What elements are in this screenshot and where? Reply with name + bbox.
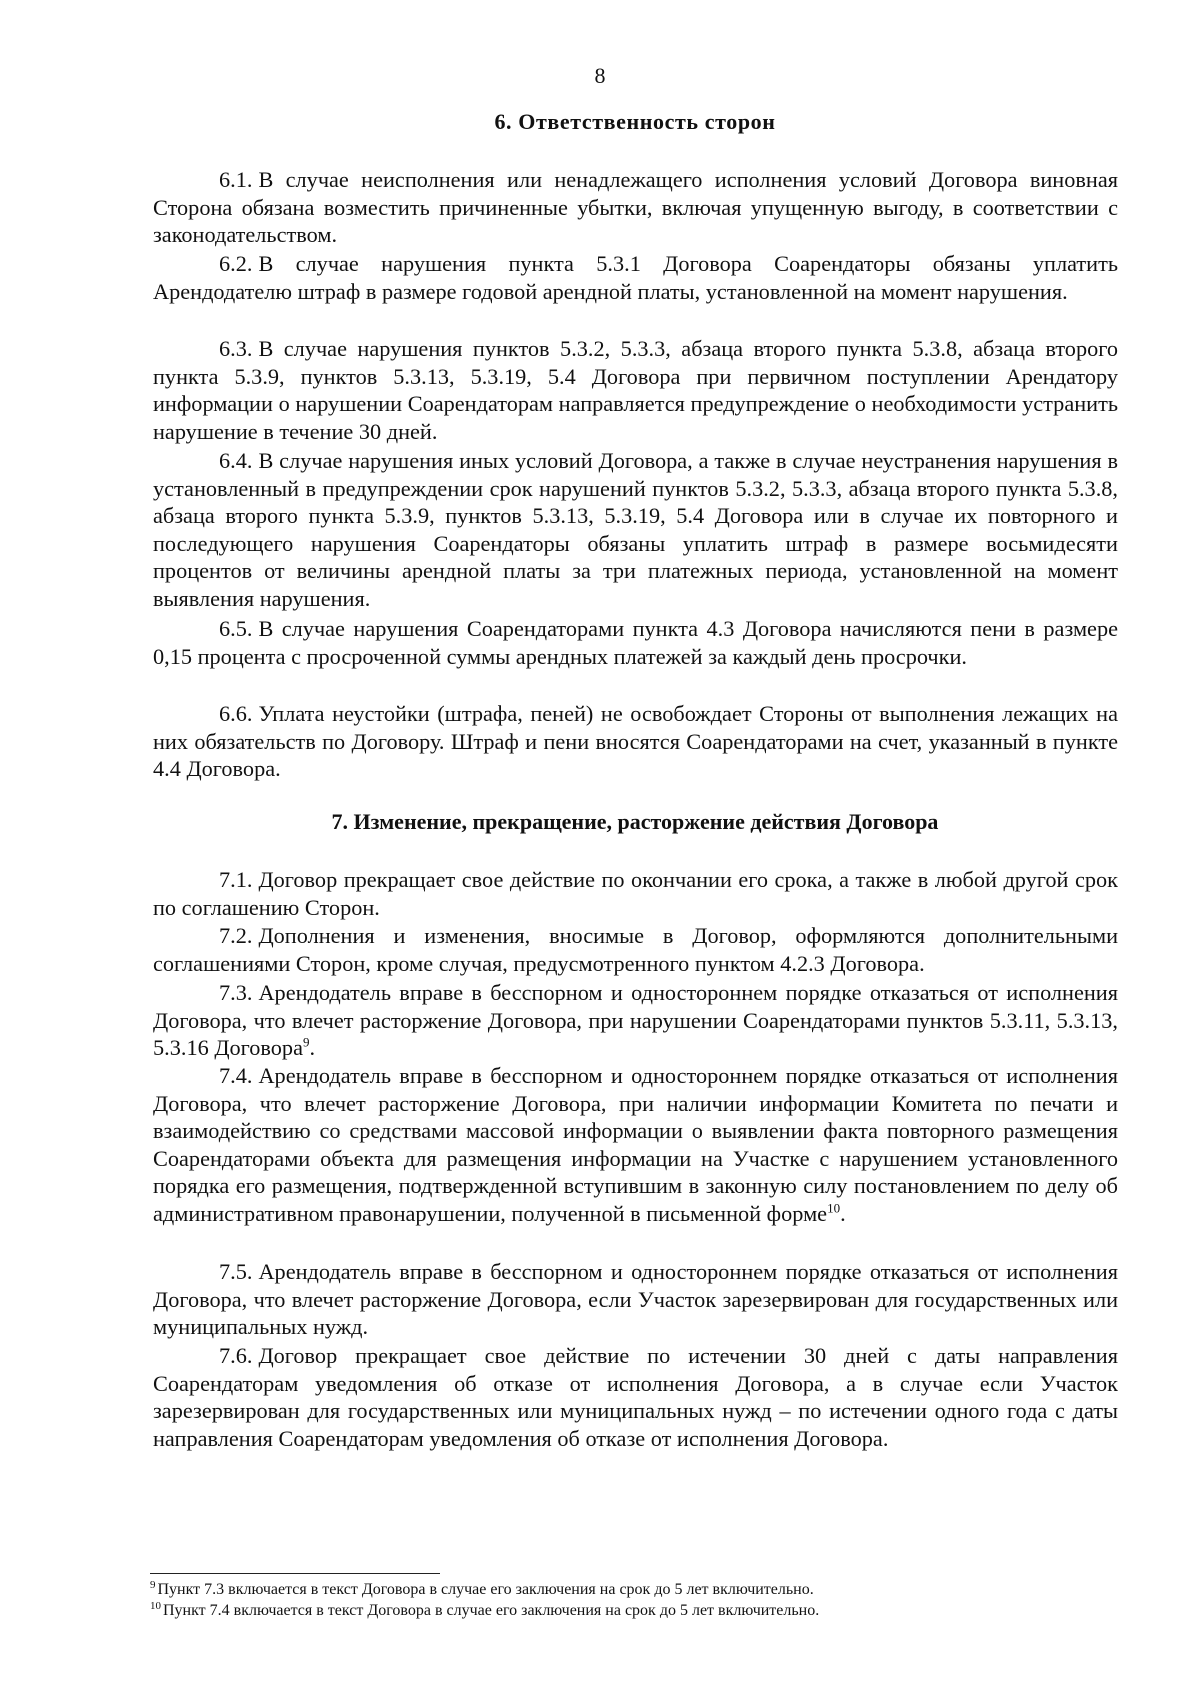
- clause-number: 7.4.: [219, 1063, 253, 1088]
- footnote-ref-10[interactable]: 10: [827, 1200, 841, 1216]
- clause-number: 7.2.: [219, 923, 253, 948]
- footnote-9: [150, 1580, 1150, 1600]
- clause-text: В случае нарушения пункта 5.3.1 Договора Соарендаторы обязаны уплатить Арендодателю штраф в размере годовой арендной платы, установленной на момент нарушения.: [153, 251, 1118, 304]
- clause-6-3: [153, 335, 1118, 445]
- footnote-10: [150, 1601, 1150, 1621]
- clause-number: 6.1.: [219, 167, 253, 192]
- footnote-text: Пункт 7.4 включается в текст Договора в случае его заключения на срок до 5 лет включительно.: [163, 1602, 820, 1619]
- clause-7-5: [153, 1258, 1118, 1341]
- clause-text: Арендодатель вправе в бесспорном и одностороннем порядке отказаться от исполнения Договора, что влечет расторжение Договора, если Участок зарезервирован для государственных или муниципальных нужд.: [153, 1259, 1118, 1340]
- clause-number: 6.3.: [219, 336, 253, 361]
- clause-7-6: [153, 1342, 1118, 1452]
- clause-text: Дополнения и изменения, вносимые в Договор, оформляются дополнительными соглашениями Сторон, кроме случая, предусмотренного пунктом 4.2.3 Договора.: [153, 923, 1118, 976]
- section-6-heading: 6. Ответственность сторон: [494, 109, 776, 134]
- footnote-number: 9: [150, 1578, 156, 1591]
- clause-tail: .: [309, 1035, 316, 1061]
- clause-number: 6.5.: [219, 616, 253, 641]
- footnote-separator: [150, 1573, 440, 1574]
- clause-text: Уплата неустойки (штрафа, пеней) не освобождает Стороны от выполнения лежащих на них обязательств по Договору. Штраф и пени вносятся Соарендаторами на счет, указанный в пункте 4.4 Договора.: [153, 701, 1118, 782]
- clause-text: Арендодатель вправе в бесспорном и одностороннем порядке отказаться от исполнения Договора, что влечет расторжение Договора, при наличии информации Комитета по печати и взаимодействию со средствами массовой информации о выявлении факта повторного размещения Соарендаторами объекта для размещения информации на Участке с нарушением установленного порядка его размещения, подтвержденной вступившим в законную силу постановлением по делу об административном правонарушении, полученной в письменной форме: [153, 1063, 1118, 1226]
- clause-text: В случае нарушения Соарендаторами пункта 4.3 Договора начисляются пени в размере 0,15 процента с просроченной суммы арендных платежей за каждый день просрочки.: [153, 616, 1118, 669]
- clause-text: В случае нарушения иных условий Договора, а также в случае неустранения нарушения в установленный в предупреждении срок нарушений пунктов 5.3.2, 5.3.3, абзаца второго пункта 5.3.8, абзаца второго пункта 5.3.9, пунктов 5.3.13, 5.3.19, 5.4 Договора или в случае их повторного и последующего нарушения Соарендаторы обязаны уплатить штраф в размере восьмидесяти процентов от величины арендной платы за три платежных периода, установленной на момент выявления нарушения.: [153, 448, 1118, 611]
- clause-tail: .: [840, 1200, 846, 1226]
- clause-text: Арендодатель вправе в бесспорном и одностороннем порядке отказаться от исполнения Договора, что влечет расторжение Договора, при нарушении Соарендаторами пунктов 5.3.11, 5.3.13, 5.3.16 Договора: [153, 980, 1118, 1061]
- clause-number: 6.4.: [219, 448, 253, 473]
- clause-number: 7.1.: [219, 867, 253, 892]
- clause-text: Договор прекращает свое действие по окончании его срока, а также в любой другой срок по соглашению Сторон.: [153, 867, 1118, 920]
- clause-7-4: [153, 1062, 1118, 1228]
- clause-number: 7.6.: [219, 1343, 253, 1368]
- footnote-ref-9[interactable]: 9: [302, 1034, 310, 1050]
- clause-6-1: [153, 166, 1118, 249]
- clause-6-2: [153, 250, 1118, 305]
- clause-6-5: [153, 615, 1118, 670]
- clause-number: 6.6.: [219, 701, 253, 726]
- clause-7-3: [153, 979, 1118, 1062]
- clause-6-6: [153, 700, 1118, 783]
- footnote-number: 10: [150, 1599, 161, 1612]
- clause-number: 7.3.: [219, 980, 253, 1005]
- clause-number: 6.2.: [219, 251, 253, 276]
- clause-7-1: [153, 866, 1118, 921]
- clause-text: В случае неисполнения или ненадлежащего исполнения условий Договора виновная Сторона обязана возместить причиненные убытки, включая упущенную выгоду, в соответствии с законодательством.: [153, 167, 1118, 248]
- clause-number: 7.5.: [219, 1259, 253, 1284]
- clause-text: Договор прекращает свое действие по истечении 30 дней с даты направления Соарендаторам уведомления об отказе от исполнения Договора, а в случае если Участок зарезервирован для государственных или муниципальных нужд – по истечении одного года с даты направления Соарендаторам уведомления об отказе от исполнения Договора.: [153, 1343, 1118, 1451]
- clause-text: В случае нарушения пунктов 5.3.2, 5.3.3, абзаца второго пункта 5.3.8, абзаца второго пункта 5.3.9, пунктов 5.3.13, 5.3.19, 5.4 Договора при первичном поступлении Арендатору информации о нарушении Соарендаторам направляется предупреждение о необходимости устранить нарушение в течение 30 дней.: [153, 336, 1118, 444]
- footnote-text: Пункт 7.3 включается в текст Договора в случае его заключения на срок до 5 лет включительно.: [157, 1581, 814, 1598]
- clause-7-2: [153, 922, 1118, 977]
- section-7-heading: 7. Изменение, прекращение, расторжение действия Договора: [331, 809, 939, 834]
- clause-6-4: [153, 447, 1118, 613]
- page-number: 8: [594, 63, 606, 88]
